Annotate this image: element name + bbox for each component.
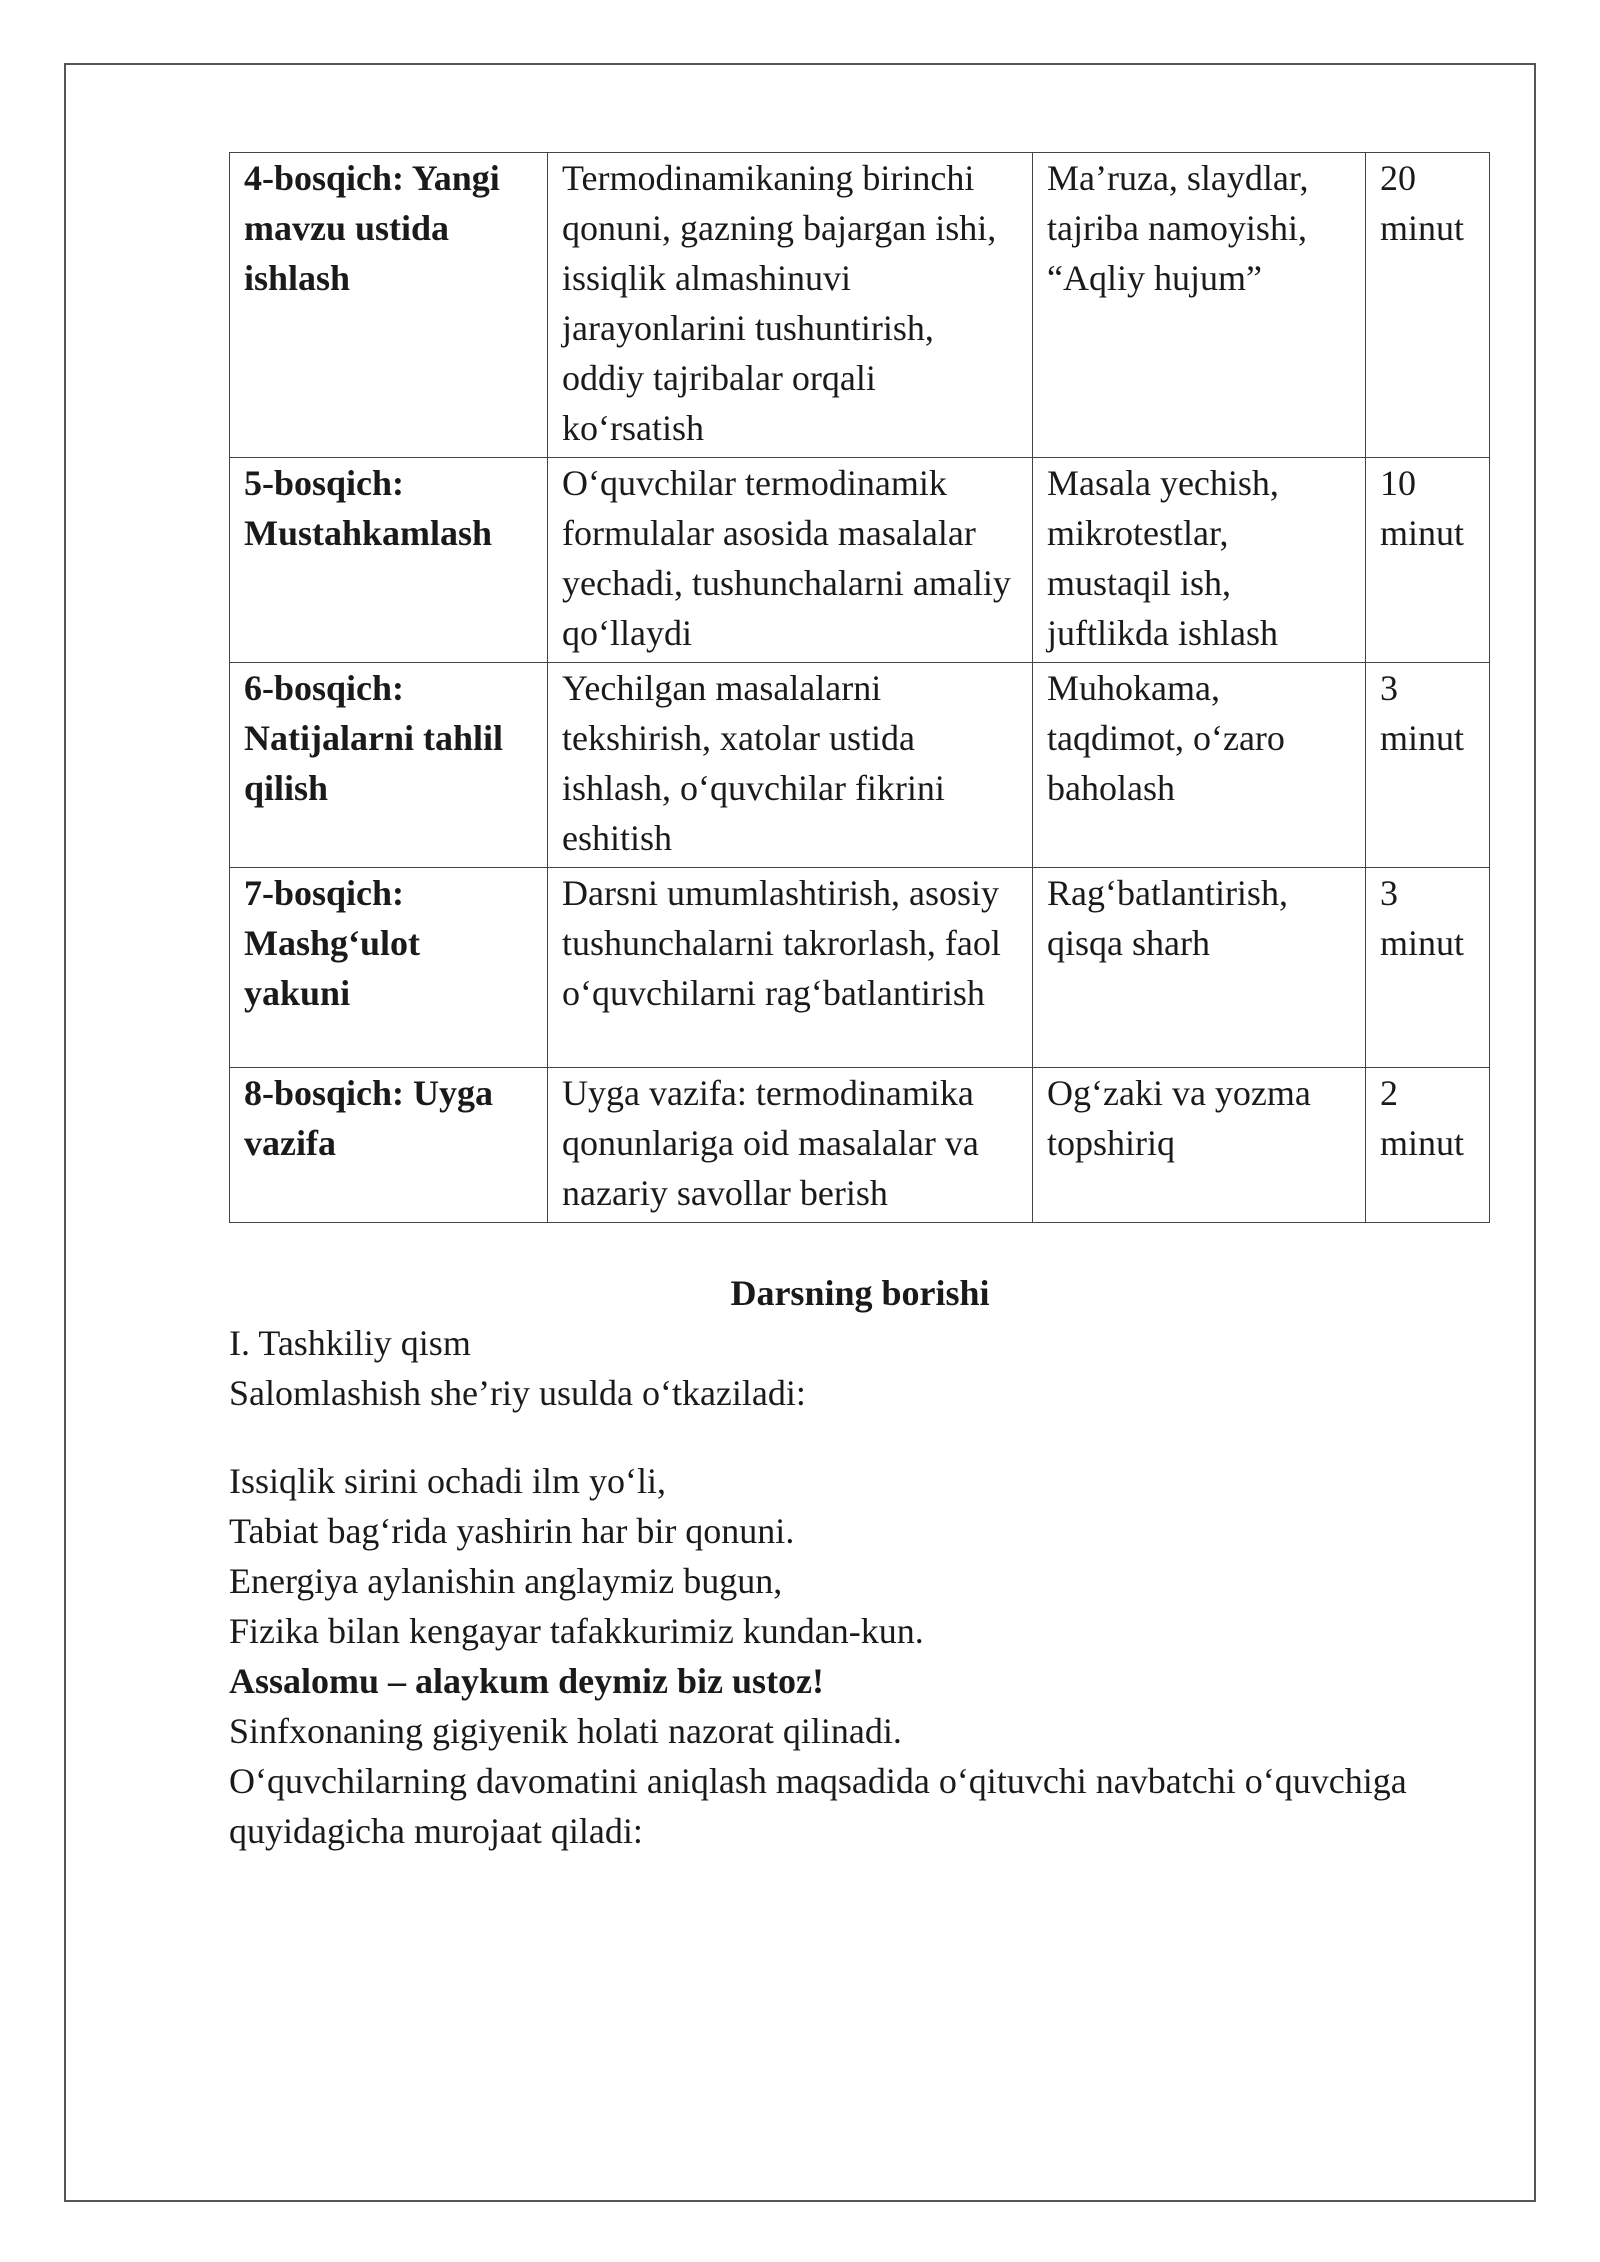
time-cell: 3 minut bbox=[1366, 868, 1490, 1068]
section-heading: Darsning borishi bbox=[730, 1273, 990, 1313]
stage-cell: 6-bosqich: Natijalarni tahlil qilish bbox=[230, 663, 548, 868]
methods-cell: Masala yechish, mikrotestlar, mustaqil ish, juftlikda ishlash bbox=[1033, 458, 1366, 663]
time-cell: 3 minut bbox=[1366, 663, 1490, 868]
content-cell: Yechilgan masalalarni tekshirish, xatolar ustida ishlash, o‘quvchilar fikrini eshitish bbox=[548, 663, 1033, 868]
table-row bbox=[230, 1068, 1490, 1223]
time-cell: 20 minut bbox=[1366, 153, 1490, 458]
table-row bbox=[230, 153, 1490, 458]
lesson-plan-table bbox=[229, 152, 1490, 1223]
poem-line: Issiqlik sirini ochadi ilm yo‘li, bbox=[229, 1461, 666, 1501]
hygiene-paragraph: Sinfxonaning gigiyenik holati nazorat qilinadi. bbox=[229, 1711, 902, 1751]
time-cell: 2 minut bbox=[1366, 1068, 1490, 1223]
intro-paragraph: Salomlashish she’riy usulda o‘tkaziladi: bbox=[229, 1373, 806, 1413]
content-cell: Uyga vazifa: termodinamika qonunlariga oid masalalar va nazariy savollar berish bbox=[548, 1068, 1033, 1223]
content-cell: Termodinamikaning birinchi qonuni, gazning bajargan ishi, issiqlik almashinuvi jarayonlarini tushuntirish, oddiy tajribalar orqali ko‘rsatish bbox=[548, 153, 1033, 458]
poem-line: Fizika bilan kengayar tafakkurimiz kundan-kun. bbox=[229, 1611, 924, 1651]
content-cell: Darsni umumlashtirish, asosiy tushunchalarni takrorlash, faol o‘quvchilarni rag‘batlantirish bbox=[548, 868, 1033, 1068]
table-row bbox=[230, 458, 1490, 663]
attendance-paragraph: O‘quvchilarning davomatini aniqlash maqsadida o‘qituvchi navbatchi o‘quvchiga quyidagicha murojaat qiladi: bbox=[229, 1761, 1407, 1851]
methods-cell: Rag‘batlantirish, qisqa sharh bbox=[1033, 868, 1366, 1068]
poem-line: Energiya aylanishin anglaymiz bugun, bbox=[229, 1561, 783, 1601]
lesson-text bbox=[229, 1268, 1491, 1856]
stage-cell: 7-bosqich: Mashg‘ulot yakuni bbox=[230, 868, 548, 1068]
methods-cell: Muhokama, taqdimot, o‘zaro baholash bbox=[1033, 663, 1366, 868]
poem bbox=[229, 1456, 1491, 1706]
time-cell: 10 minut bbox=[1366, 458, 1490, 663]
methods-cell: Ma’ruza, slaydlar, tajriba namoyishi, “Aqliy hujum” bbox=[1033, 153, 1366, 458]
table-row bbox=[230, 663, 1490, 868]
content-cell: O‘quvchilar termodinamik formulalar asosida masalalar yechadi, tushunchalarni amaliy qo‘llaydi bbox=[548, 458, 1033, 663]
table-row bbox=[230, 868, 1490, 1068]
stage-cell: 8-bosqich: Uyga vazifa bbox=[230, 1068, 548, 1223]
poem-line: Tabiat bag‘rida yashirin har bir qonuni. bbox=[229, 1511, 795, 1551]
stage-cell: 5-bosqich: Mustahkamlash bbox=[230, 458, 548, 663]
subsection-title: I. Tashkiliy qism bbox=[229, 1323, 471, 1363]
methods-cell: Og‘zaki va yozma topshiriq bbox=[1033, 1068, 1366, 1223]
greeting-line: Assalomu – alaykum deymiz biz ustoz! bbox=[229, 1661, 825, 1701]
stage-cell: 4-bosqich: Yangi mavzu ustida ishlash bbox=[230, 153, 548, 458]
